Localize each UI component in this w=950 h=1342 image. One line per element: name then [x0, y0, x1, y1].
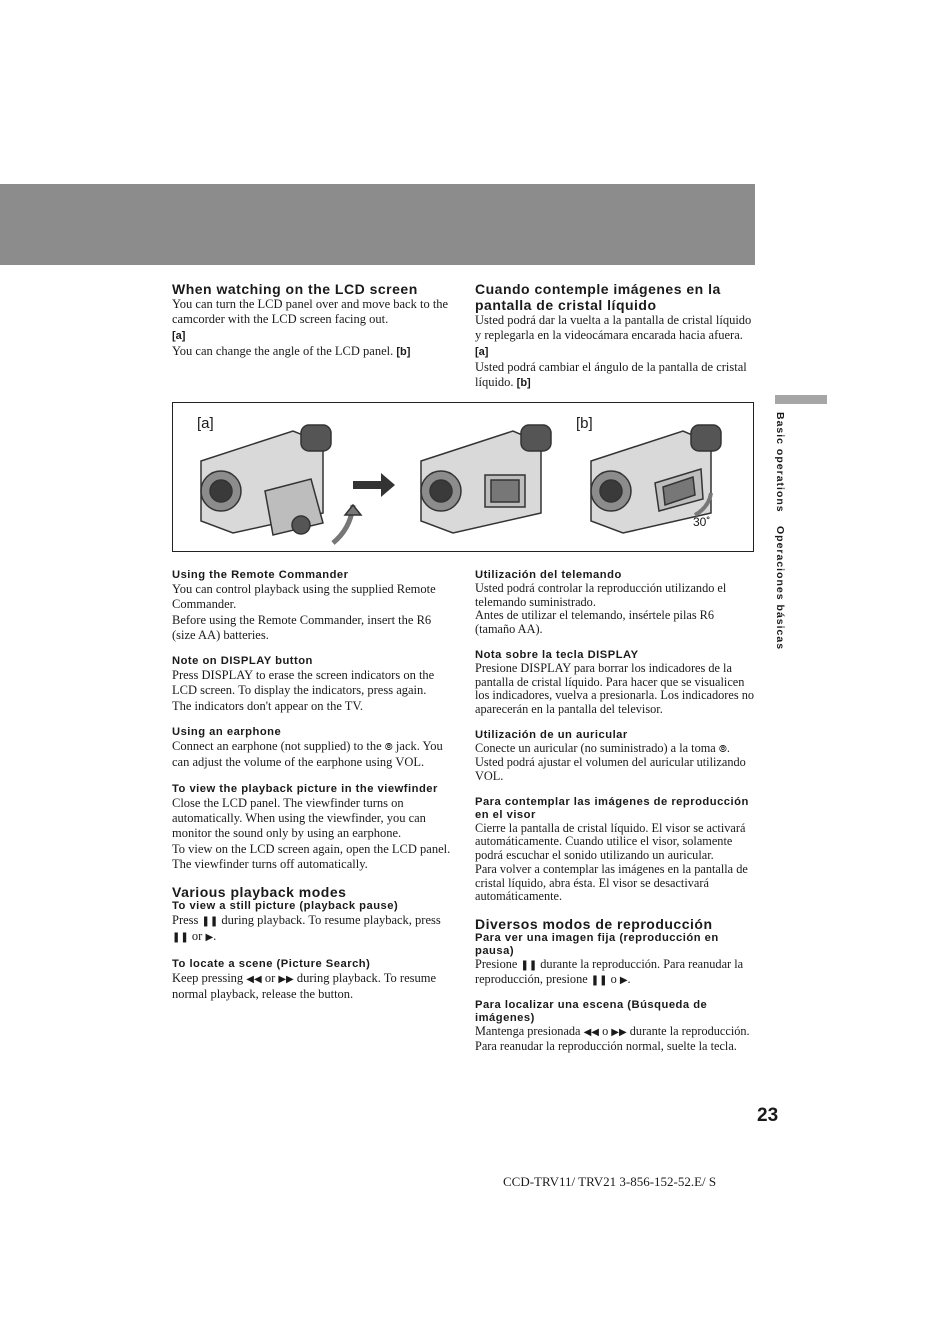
angle-label: 30˚: [693, 515, 711, 529]
paragraph: or: [191, 929, 203, 944]
paragraph: Usted podrá dar la vuelta a la pantalla de cristal líquido y replegarla en la videocámara encarada hacia afuera.: [475, 313, 752, 343]
search-title: To locate a scene (Picture Search): [172, 957, 371, 970]
rewind-icon: ◀◀: [583, 1027, 599, 1039]
paragraph: or: [264, 970, 276, 985]
paragraph: You can change the angle of the LCD panel.: [172, 343, 394, 358]
paragraph: o: [602, 1024, 609, 1039]
paragraph: during playback. To resume playback, press: [221, 913, 441, 928]
figure-ref-a: [a]: [172, 329, 186, 342]
section-title: Cuando contemple imágenes en la pantalla de cristal líquido: [475, 281, 721, 313]
figure-label-b: [b]: [576, 415, 593, 432]
figure-ref-b: [b]: [396, 345, 411, 358]
spanish-column: Utilización del telemando Usted podrá controlar la reproducción utilizando el telemando suministrado. Antes de utilizar el telemando, insértele pilas R6 (tamaño AA). Nota sobre la tecla DISPLAY Presione DISPLAY para borrar los indicadores de la pantalla de cristal líquido. Para hacer que se visualicen los indicadores, vuelva a presionarla. Los indicadores no aparecerán en la pantalla del televisor. Utilización de un auricular Conecte un auricular (no suministrado) a la toma ⦾. Usted podrá ajustar el volumen del auricular utilizando VOL. Para contemplar las imágenes de reproducción en el visor Cierre la pantalla de cristal líquido. El visor se activará automáticamente. Cuando utilice el visor, solamente podrá escuchar el sonido utilizando un auricular. Para volver a contemplar las imágenes en la pantalla de cristal líquido, abra ésta. El visor se desactivará automáticamente. Diversos modos de reproducción Para ver una imagen fija (reproducción en pausa) Presione ❚❚ durante la reproducción. Para reanudar la reproducción, presione ❚❚ o ▶. Para localizar una escena (Búsqueda de imágenes) Mantenga presionada ◀◀ o ▶▶ durante la reproducción. Para reanudar la reproducción normal, suelte la tecla.: [475, 569, 754, 1054]
camcorder-b1: [421, 425, 551, 533]
paragraph: Mantenga presionada: [475, 1024, 581, 1039]
still-title: To view a still picture (playback pause): [172, 900, 399, 913]
modes-title: Diversos modos de reproducción: [475, 915, 713, 932]
side-label-es: Operaciones básicas: [774, 526, 786, 651]
paragraph: Press: [172, 913, 199, 928]
earphone-title: Utilización de un auricular: [475, 728, 628, 741]
paragraph: Presione: [475, 956, 518, 971]
pause-icon: ❚❚: [172, 932, 189, 944]
paragraph: Press DISPLAY to erase the screen indicators on the LCD screen. To display the indicators, press again.: [172, 668, 435, 698]
display-title: Nota sobre la tecla DISPLAY: [475, 648, 639, 661]
page-number: 23: [757, 1105, 779, 1126]
footer-code: CCD-TRV11/ TRV21 3-856-152-52.E/ S: [503, 1174, 717, 1189]
earphone-title: Using an earphone: [172, 726, 282, 739]
paragraph: during playback. To resume normal playback, release the button.: [172, 970, 437, 1002]
earphone-jack-icon: ⦾: [718, 743, 727, 755]
paragraph: Close the LCD panel. The viewfinder turns on automatically. When using the viewfinder, you can monitor the sound only by using an earphone.: [172, 795, 426, 841]
paragraph: Usted podrá controlar la reproducción utilizando el telemando suministrado.: [475, 581, 727, 609]
still-title: Para ver una imagen fija (reproducción en pausa): [475, 931, 719, 957]
camcorder-b2: [591, 425, 721, 533]
earphone-jack-icon: ⦾: [384, 742, 393, 754]
lcd-section-en: [172, 281, 452, 360]
play-icon: ▶: [619, 974, 628, 986]
paragraph: Cierre la pantalla de cristal líquido. El visor se activará automáticamente. Cuando utilice el visor, solamente podrá escuchar el sonido utilizando un auricular.: [475, 820, 746, 863]
paragraph: o: [610, 971, 617, 986]
figure-label-a: [a]: [197, 415, 214, 432]
paragraph: You can control playback using the supplied Remote Commander.: [172, 582, 436, 612]
paragraph: You can turn the LCD panel over and move back to the camcorder with the LCD screen facing out.: [172, 297, 449, 327]
header-banner: [0, 184, 755, 265]
section-title: When watching on the LCD screen: [172, 281, 418, 297]
play-icon: ▶: [205, 932, 214, 944]
paragraph: Antes de utilizar el telemando, insértele pilas R6 (tamaño AA).: [475, 608, 715, 637]
paragraph: The indicators don't appear on the TV.: [172, 698, 363, 713]
viewfinder-title: To view the playback picture in the viewfinder: [172, 782, 438, 795]
remote-title: Utilización del telemando: [475, 569, 622, 581]
paragraph: . Usted podrá ajustar el volumen del auricular utilizando VOL.: [475, 740, 746, 784]
viewfinder-title: Para contemplar las imágenes de reproducción en el visor: [475, 795, 749, 821]
pause-icon: ❚❚: [520, 959, 538, 971]
search-title: Para localizar una escena (Búsqueda de imágenes): [475, 999, 708, 1025]
paragraph: durante la reproducción. Para reanudar la reproducción normal, suelte la tecla.: [475, 1024, 750, 1054]
paragraph: Usted podrá cambiar el ángulo de la pantalla de cristal líquido.: [475, 359, 747, 390]
paragraph: Para volver a contemplar las imágenes en la pantalla de cristal líquido, abra ésta. El visor se desactivará automáticamente.: [475, 861, 748, 904]
pause-icon: ❚❚: [590, 974, 608, 986]
paragraph: durante la reproducción. Para reanudar la reproducción, presione: [475, 956, 744, 986]
english-column: Using the Remote Commander You can control playback using the supplied Remote Commander. Before using the Remote Commander, insert the R6 (size AA) batteries. Note on DISPLAY button Press DISPLAY to erase the screen indicators on the LCD screen. To display the indicators, press again. The indicators don't appear on the TV. Using an earphone Connect an earphone (not supplied) to the ⦾ jack. You can adjust the volume of the earphone using VOL. To view the playback picture in the viewfinder Close the LCD panel. The viewfinder turns on automatically. When using the viewfinder, you can monitor the sound only by using an earphone. To view on the LCD screen again, open the LCD panel. The viewfinder turns off automatically. Various playback modes To view a still picture (playback pause) Press ❚❚ during playback. To resume playback, press ❚❚ or ▶. To locate a scene (Picture Search) Keep pressing ◀◀ or ▶▶ during playback. To resume normal playback, release the button.: [172, 569, 451, 1002]
paragraph: Presione DISPLAY para borrar los indicadores de la pantalla de cristal líquido. Para hacer que se visualicen los indicadores, vuelva a presionarla. Los indicadores no aparecerán en la pantalla del televisor.: [475, 660, 754, 716]
paragraph: Before using the Remote Commander, insert the R6 (size AA) batteries.: [172, 612, 432, 642]
paragraph: Connect an earphone (not supplied) to the: [172, 739, 382, 754]
remote-title: Using the Remote Commander: [172, 569, 349, 581]
side-tab-marker: [775, 395, 827, 404]
camcorder-figure: [172, 402, 754, 552]
fast-forward-icon: ▶▶: [611, 1027, 627, 1039]
side-tab-text: [772, 412, 792, 651]
camcorder-illustration: [173, 403, 753, 551]
side-label-en: Basic operations: [774, 412, 786, 513]
paragraph: Conecte un auricular (no suministrado) a la toma: [475, 740, 716, 755]
pause-icon: ❚❚: [201, 916, 219, 928]
arrow-right-icon: [353, 473, 395, 497]
display-title: Note on DISPLAY button: [172, 655, 313, 668]
fast-forward-icon: ▶▶: [278, 973, 294, 985]
figure-ref-a: [a]: [475, 345, 489, 358]
camcorder-a: [201, 425, 361, 543]
figure-ref-b: [b]: [516, 377, 531, 390]
paragraph: To view on the LCD screen again, open the LCD panel. The viewfinder turns off automatically.: [172, 841, 451, 871]
lcd-section-es: [475, 281, 755, 391]
paragraph: jack. You can adjust the volume of the earphone using VOL.: [172, 739, 443, 770]
paragraph: Keep pressing: [172, 970, 244, 985]
rewind-icon: ◀◀: [246, 973, 262, 985]
modes-title: Various playback modes: [172, 884, 347, 901]
